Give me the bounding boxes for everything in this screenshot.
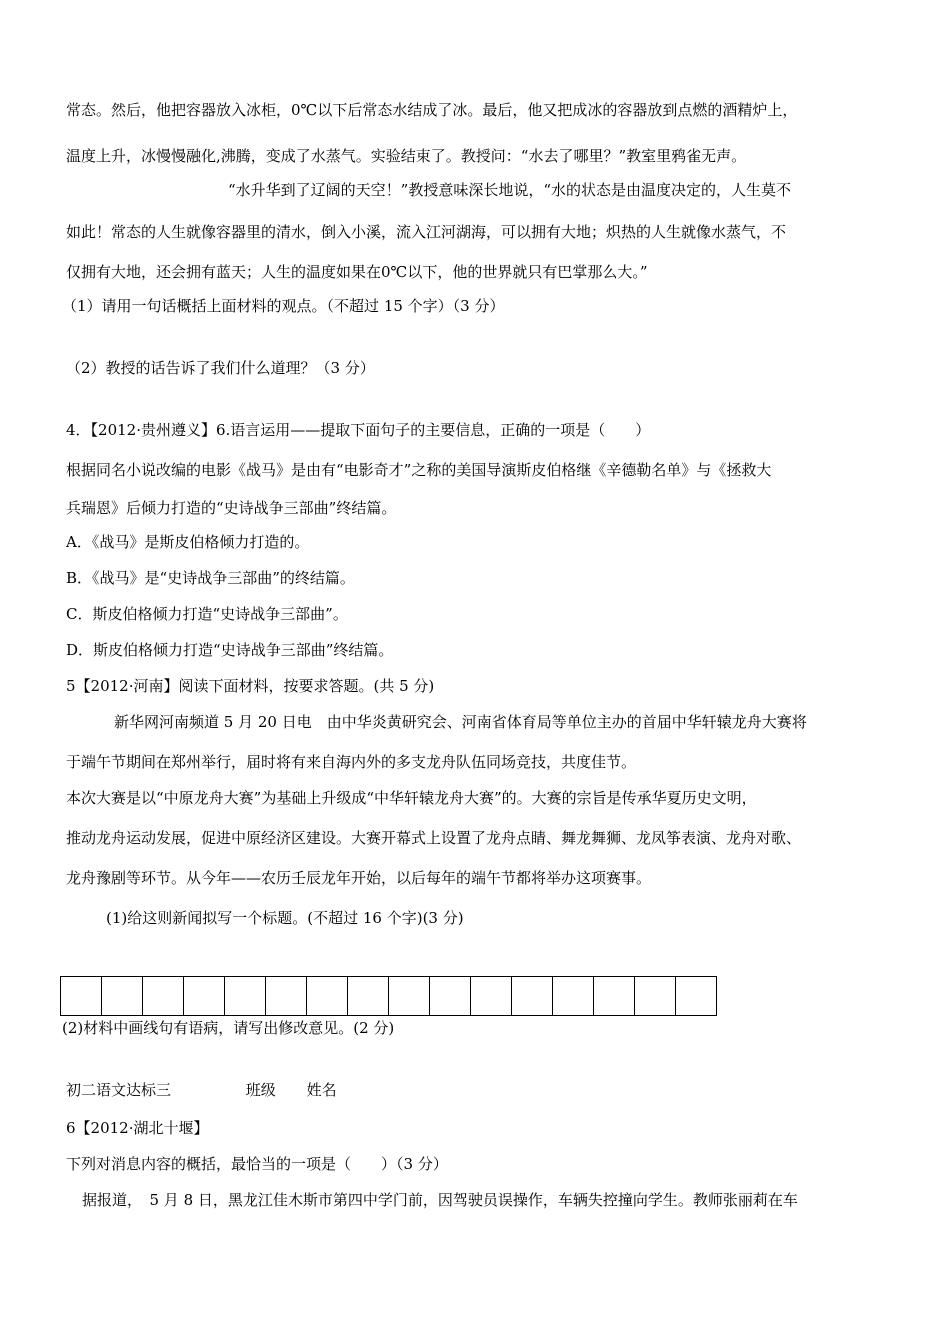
option-c: C．斯皮伯格倾力打造“史诗战争三部曲”。	[66, 605, 348, 623]
passage-line: 如此！常态的人生就像容器里的清水，倒入小溪，流入江河湖海，可以拥有大地；炽热的人生就像水蒸气，不	[66, 223, 787, 241]
answer-cell[interactable]	[430, 977, 471, 1015]
question-3-1: （1）请用一句话概括上面材料的观点。（不超过 15 个字）（3 分）	[62, 297, 505, 315]
option-d: D．斯皮伯格倾力打造“史诗战争三部曲”终结篇。	[66, 641, 394, 659]
worksheet-header	[66, 1080, 337, 1100]
passage-line: “水升华到了辽阔的天空！”教授意味深长地说，“水的状态是由温度决定的，人生莫不	[228, 181, 792, 199]
answer-cell[interactable]	[676, 977, 717, 1015]
question-5-1: (1)给这则新闻拟写一个标题。(不超过 16 个字)(3 分)	[106, 909, 464, 927]
question-4-title: 4．【2012·贵州遵义】6.语言运用——提取下面句子的主要信息，正确的一项是（ ）	[66, 421, 651, 439]
news-line: 本次大赛是以“中原龙舟大赛”为基础上升级成“中华轩辕龙舟大赛”的。大赛的宗旨是传承华夏历史文明，	[66, 789, 757, 807]
worksheet-title: 初二语文达标三	[66, 1081, 172, 1099]
question-5-title: 5【2012·河南】阅读下面材料，按要求答题。(共 5 分)	[66, 677, 435, 695]
answer-cell[interactable]	[307, 977, 348, 1015]
news-line: 龙舟豫剧等环节。从今年——农历壬辰龙年开始，以后每年的端午节都将举办这项赛事。	[66, 869, 652, 887]
question-6-title: 6【2012·湖北十堰】	[66, 1119, 209, 1137]
news-line: 推动龙舟运动发展，促进中原经济区建设。大赛开幕式上设置了龙舟点睛、舞龙舞狮、龙凤筝表演、龙舟对歌、	[66, 829, 802, 847]
answer-cell[interactable]	[184, 977, 225, 1015]
answer-cell[interactable]	[102, 977, 143, 1015]
answer-cell[interactable]	[512, 977, 553, 1015]
answer-cell[interactable]	[471, 977, 512, 1015]
answer-cell[interactable]	[348, 977, 389, 1015]
option-b: B．《战马》是“史诗战争三部曲”的终结篇。	[66, 569, 355, 587]
question-4-stem: 根据同名小说改编的电影《战马》是由有“电影奇才”之称的美国导演斯皮伯格继《辛德勒名单》与《拯救大	[66, 461, 772, 479]
class-label: 班级	[245, 1081, 276, 1099]
answer-grid[interactable]	[60, 976, 717, 1016]
answer-cell[interactable]	[389, 977, 430, 1015]
name-label: 姓名	[306, 1081, 337, 1099]
question-6-stem: 下列对消息内容的概括，最恰当的一项是（ ）（3 分）	[66, 1155, 448, 1173]
answer-cell[interactable]	[635, 977, 676, 1015]
answer-cell[interactable]	[266, 977, 307, 1015]
question-5-2: (2)材料中画线句有语病，请写出修改意见。(2 分)	[62, 1019, 395, 1037]
question-4-stem: 兵瑞恩》后倾力打造的“史诗战争三部曲”终结篇。	[66, 499, 397, 517]
answer-cell[interactable]	[143, 977, 184, 1015]
question-6-passage: 据报道， 5 月 8 日，黑龙江佳木斯市第四中学门前，因驾驶员误操作，车辆失控撞向学生。教师张丽莉在车	[82, 1191, 798, 1209]
option-a: A．《战马》是斯皮伯格倾力打造的。	[66, 533, 310, 551]
answer-cell[interactable]	[225, 977, 266, 1015]
answer-cell[interactable]	[553, 977, 594, 1015]
passage-line: 常态。然后，他把容器放入冰柜，0℃以下后常态水结成了冰。最后，他又把成冰的容器放到点燃的酒精炉上，	[66, 101, 798, 119]
passage-line: 仅拥有大地，还会拥有蓝天；人生的温度如果在0℃以下，他的世界就只有巴掌那么大。”	[66, 263, 648, 281]
passage-line: 温度上升，冰慢慢融化,沸腾，变成了水蒸气。实验结束了。教授问：“水去了哪里？”教室里鸦雀无声。	[66, 147, 747, 165]
question-3-2: （2）教授的话告诉了我们什么道理？（3 分）	[66, 359, 375, 377]
answer-cell[interactable]	[594, 977, 635, 1015]
news-line: 于端午节期间在郑州举行，届时将有来自海内外的多支龙舟队伍同场竞技，共度佳节。	[66, 753, 637, 771]
answer-cell[interactable]	[61, 977, 102, 1015]
news-line: 新华网河南频道 5 月 20 日电 由中华炎黄研究会、河南省体育局等单位主办的首届中华轩辕龙舟大赛将	[114, 713, 807, 731]
